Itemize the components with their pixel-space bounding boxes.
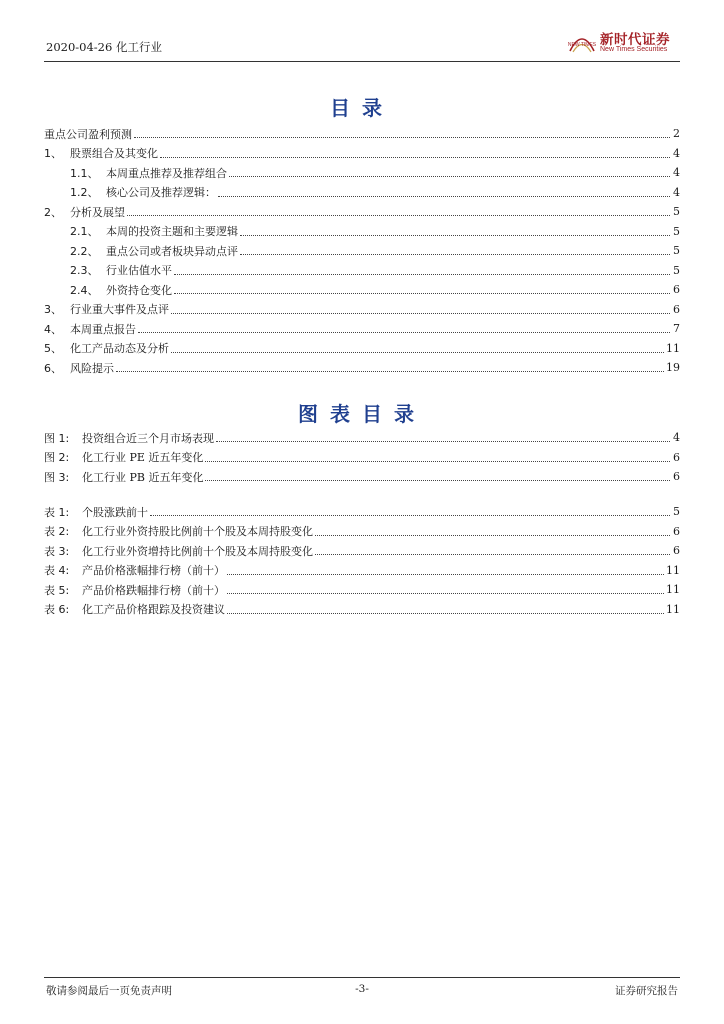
company-logo bbox=[568, 28, 680, 58]
chart-entry-number: 图 2: bbox=[44, 451, 70, 465]
toc-entry-label: 分析及展望 bbox=[70, 205, 125, 219]
toc-entry-label: 本周重点报告 bbox=[70, 322, 136, 336]
leader-dots bbox=[116, 371, 664, 372]
leader-dots bbox=[227, 613, 664, 614]
table-entry-label: 产品价格涨幅排行榜（前十） bbox=[82, 564, 225, 578]
table-entry-number: 表 4: bbox=[44, 564, 70, 578]
chart-entry-label: 化工行业 PE 近五年变化 bbox=[82, 451, 204, 465]
toc-entry-label: 本周的投资主题和主要逻辑 bbox=[106, 225, 238, 239]
table-entry-page: 6 bbox=[673, 544, 680, 558]
chart-entry-label: 投资组合近三个月市场表现 bbox=[82, 431, 214, 445]
toc-entry-page: 4 bbox=[673, 185, 680, 199]
leader-dots bbox=[171, 352, 664, 353]
disclaimer-note: 敬请参阅最后一页免责声明 bbox=[46, 985, 172, 997]
table-entry-label: 化工行业外资增持比例前十个股及本周持股变化 bbox=[82, 544, 313, 558]
toc-entry[interactable] bbox=[44, 183, 680, 203]
toc-entry-page: 5 bbox=[673, 205, 680, 219]
toc-entry-page: 6 bbox=[673, 283, 680, 297]
table-entry[interactable] bbox=[44, 580, 680, 600]
leader-dots bbox=[315, 535, 670, 536]
toc-entry[interactable] bbox=[44, 163, 680, 183]
table-entry-page: 11 bbox=[666, 602, 680, 616]
toc-entry-label: 行业重大事件及点评 bbox=[70, 303, 169, 317]
toc-entry-number: 1.2、 bbox=[70, 186, 99, 200]
logo-mark-text: NEW TIMES bbox=[568, 42, 596, 48]
toc-entry-number: 1、 bbox=[44, 147, 62, 161]
toc-list bbox=[44, 124, 680, 378]
toc-entry-number: 2.4、 bbox=[70, 283, 99, 297]
table-entry-page: 6 bbox=[673, 524, 680, 538]
toc-entry-page: 5 bbox=[673, 224, 680, 238]
toc-entry-label: 化工产品动态及分析 bbox=[70, 342, 169, 356]
toc-entry-number: 3、 bbox=[44, 303, 62, 317]
table-entry-number: 表 5: bbox=[44, 583, 70, 597]
toc-entry[interactable] bbox=[44, 339, 680, 359]
toc-entry-number: 6、 bbox=[44, 361, 62, 375]
logo-emblem-icon bbox=[568, 31, 596, 55]
chart-list bbox=[44, 428, 680, 487]
toc-entry-page: 11 bbox=[666, 341, 680, 355]
page-number: -3- bbox=[355, 983, 369, 995]
page-header bbox=[44, 28, 680, 62]
leader-dots bbox=[160, 157, 670, 158]
table-entry-number: 表 6: bbox=[44, 603, 70, 617]
logo-name-en: New Times Securities bbox=[600, 46, 668, 53]
toc-entry-page: 6 bbox=[673, 302, 680, 316]
toc-entry[interactable] bbox=[44, 144, 680, 164]
chart-entry-page: 6 bbox=[673, 470, 680, 484]
report-type: 证券研究报告 bbox=[615, 985, 678, 997]
leader-dots bbox=[216, 441, 670, 442]
leader-dots bbox=[134, 137, 670, 138]
leader-dots bbox=[205, 480, 670, 481]
figures-title: 图表目录 bbox=[298, 402, 426, 426]
table-entry[interactable] bbox=[44, 522, 680, 542]
toc-entry-page: 4 bbox=[673, 166, 680, 180]
chart-entry-number: 图 3: bbox=[44, 470, 70, 484]
table-entry-page: 5 bbox=[673, 505, 680, 519]
chart-entry[interactable] bbox=[44, 428, 680, 448]
toc-entry-label: 行业估值水平 bbox=[106, 264, 172, 278]
page-footer bbox=[44, 977, 680, 998]
leader-dots bbox=[138, 332, 670, 333]
chart-entry-number: 图 1: bbox=[44, 431, 70, 445]
chart-entry-label: 化工行业 PB 近五年变化 bbox=[82, 470, 204, 484]
toc-entry-number: 5、 bbox=[44, 342, 62, 356]
table-entry[interactable] bbox=[44, 502, 680, 522]
toc-entry-page: 5 bbox=[673, 263, 680, 277]
table-entry-page: 11 bbox=[666, 583, 680, 597]
toc-entry[interactable] bbox=[44, 358, 680, 378]
table-entry-label: 化工产品价格跟踪及投资建议 bbox=[82, 603, 225, 617]
toc-entry-page: 7 bbox=[673, 322, 680, 336]
toc-entry-number: 2、 bbox=[44, 205, 62, 219]
toc-entry[interactable] bbox=[44, 241, 680, 261]
chart-entry[interactable] bbox=[44, 467, 680, 487]
logo-name-cn: 新时代证券 bbox=[600, 32, 670, 48]
table-entry[interactable] bbox=[44, 561, 680, 581]
chart-entry-page: 6 bbox=[673, 450, 680, 464]
toc-entry-label: 本周重点推荐及推荐组合 bbox=[106, 166, 227, 180]
header-date-sector: 2020-04-26 化工行业 bbox=[46, 40, 162, 54]
leader-dots bbox=[229, 176, 670, 177]
leader-dots bbox=[218, 196, 670, 197]
chart-entry-page: 4 bbox=[673, 431, 680, 445]
leader-dots bbox=[227, 593, 664, 594]
table-entry-label: 化工行业外资持股比例前十个股及本周持股变化 bbox=[82, 525, 313, 539]
toc-entry-label: 核心公司及推荐逻辑： bbox=[106, 186, 216, 200]
toc-entry-number: 1.1、 bbox=[70, 166, 99, 180]
toc-entry[interactable] bbox=[44, 124, 680, 144]
toc-entry-number: 2.3、 bbox=[70, 264, 99, 278]
toc-entry-page: 5 bbox=[673, 244, 680, 258]
toc-entry-page: 19 bbox=[666, 361, 680, 375]
toc-entry[interactable] bbox=[44, 300, 680, 320]
table-list bbox=[44, 502, 680, 619]
table-entry-label: 个股涨跌前十 bbox=[82, 505, 148, 519]
leader-dots bbox=[315, 554, 670, 555]
toc-entry-label: 风险提示 bbox=[70, 361, 114, 375]
leader-dots bbox=[227, 574, 664, 575]
leader-dots bbox=[240, 254, 670, 255]
toc-entry-label: 重点公司盈利预测 bbox=[44, 127, 132, 141]
toc-entry[interactable] bbox=[44, 261, 680, 281]
leader-dots bbox=[171, 313, 670, 314]
toc-entry-number: 4、 bbox=[44, 322, 62, 336]
table-entry-number: 表 3: bbox=[44, 544, 70, 558]
chart-entry[interactable] bbox=[44, 448, 680, 468]
table-entry[interactable] bbox=[44, 541, 680, 561]
toc-entry-page: 4 bbox=[673, 146, 680, 160]
table-entry-number: 表 2: bbox=[44, 525, 70, 539]
toc-title: 目录 bbox=[330, 96, 394, 120]
toc-entry-label: 外资持仓变化 bbox=[106, 283, 172, 297]
leader-dots bbox=[174, 274, 670, 275]
table-entry-page: 11 bbox=[666, 563, 680, 577]
leader-dots bbox=[205, 461, 670, 462]
table-entry-label: 产品价格跌幅排行榜（前十） bbox=[82, 583, 225, 597]
toc-entry-number: 2.2、 bbox=[70, 244, 99, 258]
toc-entry[interactable] bbox=[44, 280, 680, 300]
table-entry-number: 表 1: bbox=[44, 505, 70, 519]
toc-entry-label: 重点公司或者板块异动点评 bbox=[106, 244, 238, 258]
leader-dots bbox=[127, 215, 670, 216]
toc-entry-page: 2 bbox=[673, 127, 680, 141]
leader-dots bbox=[240, 235, 670, 236]
toc-entry-number: 2.1、 bbox=[70, 225, 99, 239]
toc-entry-label: 股票组合及其变化 bbox=[70, 147, 158, 161]
leader-dots bbox=[150, 515, 670, 516]
toc-entry[interactable] bbox=[44, 202, 680, 222]
toc-entry[interactable] bbox=[44, 319, 680, 339]
toc-entry[interactable] bbox=[44, 222, 680, 242]
leader-dots bbox=[174, 293, 670, 294]
table-entry[interactable] bbox=[44, 600, 680, 620]
